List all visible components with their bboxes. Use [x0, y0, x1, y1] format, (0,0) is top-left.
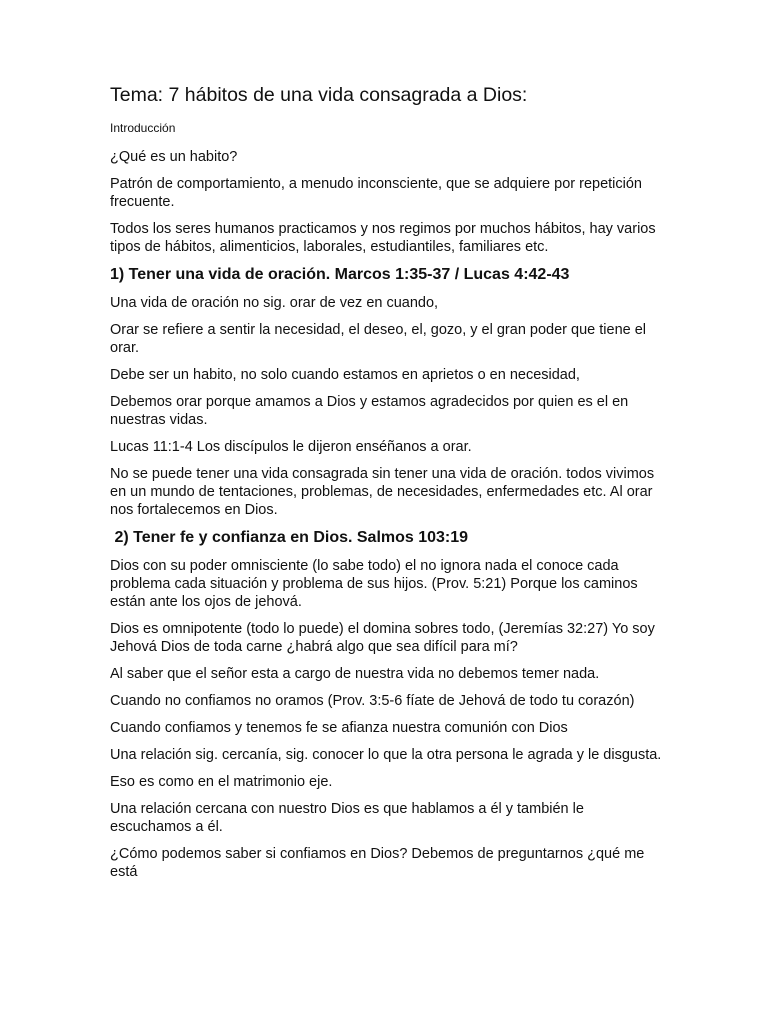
section-paragraph: Una relación sig. cercanía, sig. conocer lo que la otra persona le agrada y le disgusta.: [110, 746, 662, 763]
section-paragraph: Orar se refiere a sentir la necesidad, el deseo, el, gozo, y el gran poder que tiene el orar.: [110, 321, 647, 356]
section-heading: 1) Tener una vida de oración. Marcos 1:35-37 / Lucas 4:42-43: [110, 265, 570, 283]
intro-label: Introducción: [110, 121, 176, 136]
section-paragraph: Cuando no confiamos no oramos (Prov. 3:5-6 fíate de Jehová de todo tu corazón): [110, 692, 635, 709]
section-faith: [110, 528, 668, 881]
section-paragraph: Debe ser un habito, no solo cuando estamos en aprietos o en necesidad,: [110, 366, 580, 383]
section-heading: 2) Tener fe y confianza en Dios. Salmos 103:19: [110, 528, 469, 546]
section-paragraph: Debemos orar porque amamos a Dios y estamos agradecidos por quien es el en nuestras vidas.: [110, 393, 629, 428]
intro-paragraph: ¿Qué es un habito?: [110, 148, 238, 165]
section-prayer: [110, 265, 668, 519]
section-paragraph: Una relación cercana con nuestro Dios es que hablamos a él y también le escuchamos a él.: [110, 800, 584, 835]
intro-paragraph: Patrón de comportamiento, a menudo inconsciente, que se adquiere por repetición frecuente.: [110, 175, 642, 210]
intro-paragraph: Todos los seres humanos practicamos y nos regimos por muchos hábitos, hay varios tipos de hábitos, alimenticios, laborales, estudiantiles, familiares etc.: [110, 220, 656, 255]
section-paragraph: Una vida de oración no sig. orar de vez en cuando,: [110, 294, 439, 311]
section-paragraph: Al saber que el señor esta a cargo de nuestra vida no debemos temer nada.: [110, 665, 600, 682]
document-title: Tema: 7 hábitos de una vida consagrada a Dios:: [110, 84, 528, 106]
section-paragraph: Dios con su poder omnisciente (lo sabe todo) el no ignora nada el conoce cada problema cada situación y problema de sus hijos. (Prov. 5:21) Porque los caminos están ante los ojos de jehová.: [110, 557, 638, 610]
section-paragraph: No se puede tener una vida consagrada sin tener una vida de oración. todos vivimos en un mundo de tentaciones, problemas, de necesidades, enfermedades etc. Al orar nos fortalecemos en Dios.: [110, 465, 655, 518]
section-paragraph: Lucas 11:1-4 Los discípulos le dijeron enséñanos a orar.: [110, 438, 472, 455]
section-paragraph: Eso es como en el matrimonio eje.: [110, 773, 333, 790]
section-paragraph: Dios es omnipotente (todo lo puede) el domina sobres todo, (Jeremías 32:27) Yo soy Jehová Dios de toda carne ¿habrá algo que sea difícil para mí?: [110, 620, 655, 655]
section-paragraph: ¿Cómo podemos saber si confiamos en Dios? Debemos de preguntarnos ¿qué me está: [110, 845, 645, 880]
section-paragraph: Cuando confiamos y tenemos fe se afianza nuestra comunión con Dios: [110, 719, 568, 736]
